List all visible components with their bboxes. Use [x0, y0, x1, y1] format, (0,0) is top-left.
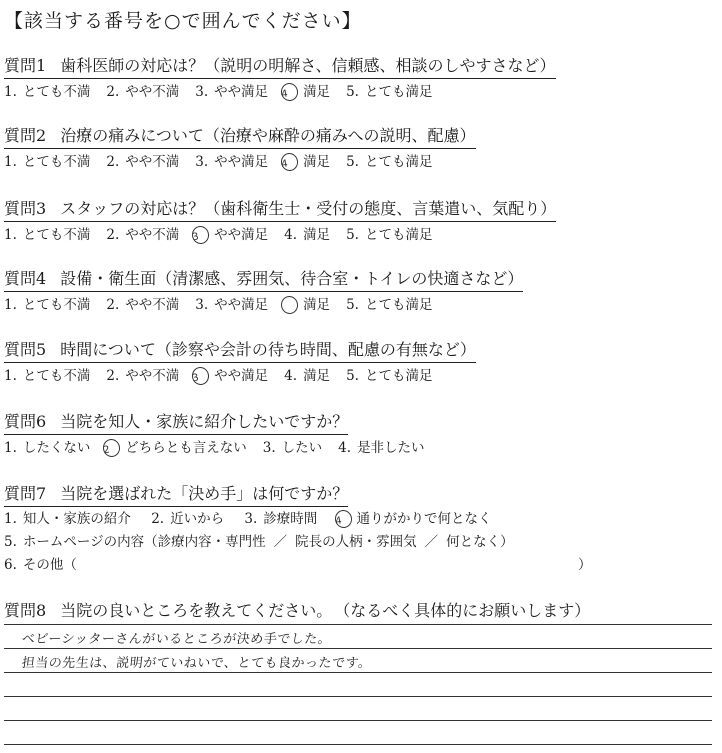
option-5[interactable]: 5. とても満足: [346, 297, 433, 313]
handwritten-circle: 4: [280, 152, 300, 173]
question-text: 当院の良いところを教えてください。: [60, 601, 333, 620]
option-4[interactable]: 4. 満足: [284, 227, 331, 243]
question-number: 質問4: [4, 269, 47, 288]
option-5[interactable]: 5. とても満足: [346, 227, 433, 243]
question-number: 質問2: [4, 126, 47, 145]
question-4-options: [4, 296, 448, 314]
option-2[interactable]: 2. やや不満: [106, 154, 180, 170]
question-text: スタッフの対応は？（歯科衛生士・受付の態度、言葉遣い、気配り）: [60, 199, 557, 218]
question-7-options-row-2: [4, 533, 530, 551]
question-2-heading: [4, 126, 476, 149]
option-2[interactable]: 2. やや不満: [106, 297, 180, 313]
question-text: 当院を知人・家族に紹介したいですか？: [60, 412, 349, 431]
handwritten-circle: 3: [191, 225, 211, 246]
option-2[interactable]: 2. やや不満: [106, 368, 180, 384]
option-4[interactable]: 4. 是非したい: [338, 440, 425, 456]
option-1[interactable]: 1. とても不満: [4, 227, 91, 243]
option-3-selected[interactable]: 3 やや満足: [195, 367, 268, 385]
question-number: 質問6: [4, 412, 47, 431]
handwritten-circle: 2: [102, 438, 122, 459]
question-text: 設備・衛生面（清潔感、雰囲気、待合室・トイレの快適さなど）: [60, 269, 524, 288]
option-6[interactable]: 6. その他（: [4, 557, 77, 573]
option-1[interactable]: 1. したくない: [4, 440, 91, 456]
question-1-heading: [4, 56, 556, 79]
answer-line: [4, 744, 712, 745]
option-1[interactable]: 1. とても不満: [4, 84, 91, 100]
option-5[interactable]: 5. とても満足: [346, 368, 433, 384]
option-3[interactable]: 3. やや満足: [195, 154, 269, 170]
question-4-heading: [4, 269, 523, 292]
option-5[interactable]: 5. ホームページの内容（診療内容・専門性 ／ 院長の人柄・雰囲気 ／ 何となく）: [4, 534, 514, 550]
question-3-options: [4, 226, 448, 244]
handwritten-circle: 4: [333, 509, 353, 530]
question-7-options-row-3: [4, 556, 592, 574]
question-number: 質問7: [4, 484, 47, 503]
question-number: 質問5: [4, 340, 47, 359]
option-3-selected[interactable]: 3 やや満足: [195, 226, 268, 244]
option-2[interactable]: 2. 近いから: [151, 511, 225, 527]
answer-line: [4, 648, 712, 649]
answer-line: [4, 624, 712, 625]
handwritten-circle: 4: [280, 82, 300, 103]
question-text: 当院を選ばれた「決め手」は何ですか？: [60, 484, 349, 503]
option-3[interactable]: 3. したい: [262, 440, 323, 456]
answer-line: [4, 672, 712, 673]
other-close-paren: ）: [578, 557, 592, 573]
option-1[interactable]: 1. とても不満: [4, 154, 91, 170]
option-1[interactable]: 1. とても不満: [4, 368, 91, 384]
option-3[interactable]: 3. やや満足: [195, 297, 269, 313]
option-4-selected[interactable]: 4 満足: [284, 153, 330, 171]
option-3[interactable]: 3. 診療時間: [244, 511, 318, 527]
answer-line: [4, 720, 712, 721]
question-8-heading: [4, 601, 590, 621]
handwritten-circle: [280, 295, 300, 316]
option-5[interactable]: 5. とても満足: [346, 154, 433, 170]
handwritten-circle: 3: [191, 366, 211, 387]
option-1[interactable]: 1. 知人・家族の紹介: [4, 511, 131, 527]
option-4[interactable]: 4. 満足: [284, 368, 331, 384]
question-number: 質問3: [4, 199, 47, 218]
option-4-selected[interactable]: 満足: [284, 296, 330, 314]
option-2[interactable]: 2. やや不満: [106, 84, 180, 100]
option-4-selected[interactable]: 4 満足: [284, 83, 330, 101]
question-text: 治療の痛みについて（治療や麻酔の痛みへの説明、配慮）: [60, 126, 476, 145]
handwritten-answer-2: 担当の先生は、説明がていねいで、とても良かったです。: [21, 656, 373, 671]
option-3[interactable]: 3. やや満足: [195, 84, 269, 100]
answer-line: [4, 696, 712, 697]
question-6-heading: [4, 412, 348, 435]
question-7-options-row-1: [4, 510, 507, 528]
question-3-heading: [4, 199, 556, 222]
question-6-options: [4, 439, 441, 457]
question-5-heading: [4, 340, 476, 363]
option-2-selected[interactable]: 2 どちらとも言えない: [106, 439, 246, 457]
question-text: 時間について（診察や会計の待ち時間、配慮の有無など）: [60, 340, 476, 359]
option-4-selected[interactable]: 4 通りがかりで何となく: [338, 510, 492, 528]
option-5[interactable]: 5. とても満足: [346, 84, 433, 100]
page-title: 【該当する番号を○で囲んでください】: [4, 10, 362, 32]
question-number: 質問8: [4, 601, 47, 620]
question-number: 質問1: [4, 56, 47, 75]
question-7-heading: [4, 484, 348, 507]
option-1[interactable]: 1. とても不満: [4, 297, 91, 313]
question-text: 歯科医師の対応は？（説明の明解さ、信頼感、相談のしやすさなど）: [60, 56, 556, 75]
option-2[interactable]: 2. やや不満: [106, 227, 180, 243]
question-2-options: [4, 153, 448, 171]
question-note: （なるべく具体的にお願いします）: [342, 601, 591, 620]
question-1-options: [4, 83, 448, 101]
question-5-options: [4, 367, 448, 385]
handwritten-answer-1: ベビーシッターさんがいるところが決め手でした。: [21, 632, 333, 647]
